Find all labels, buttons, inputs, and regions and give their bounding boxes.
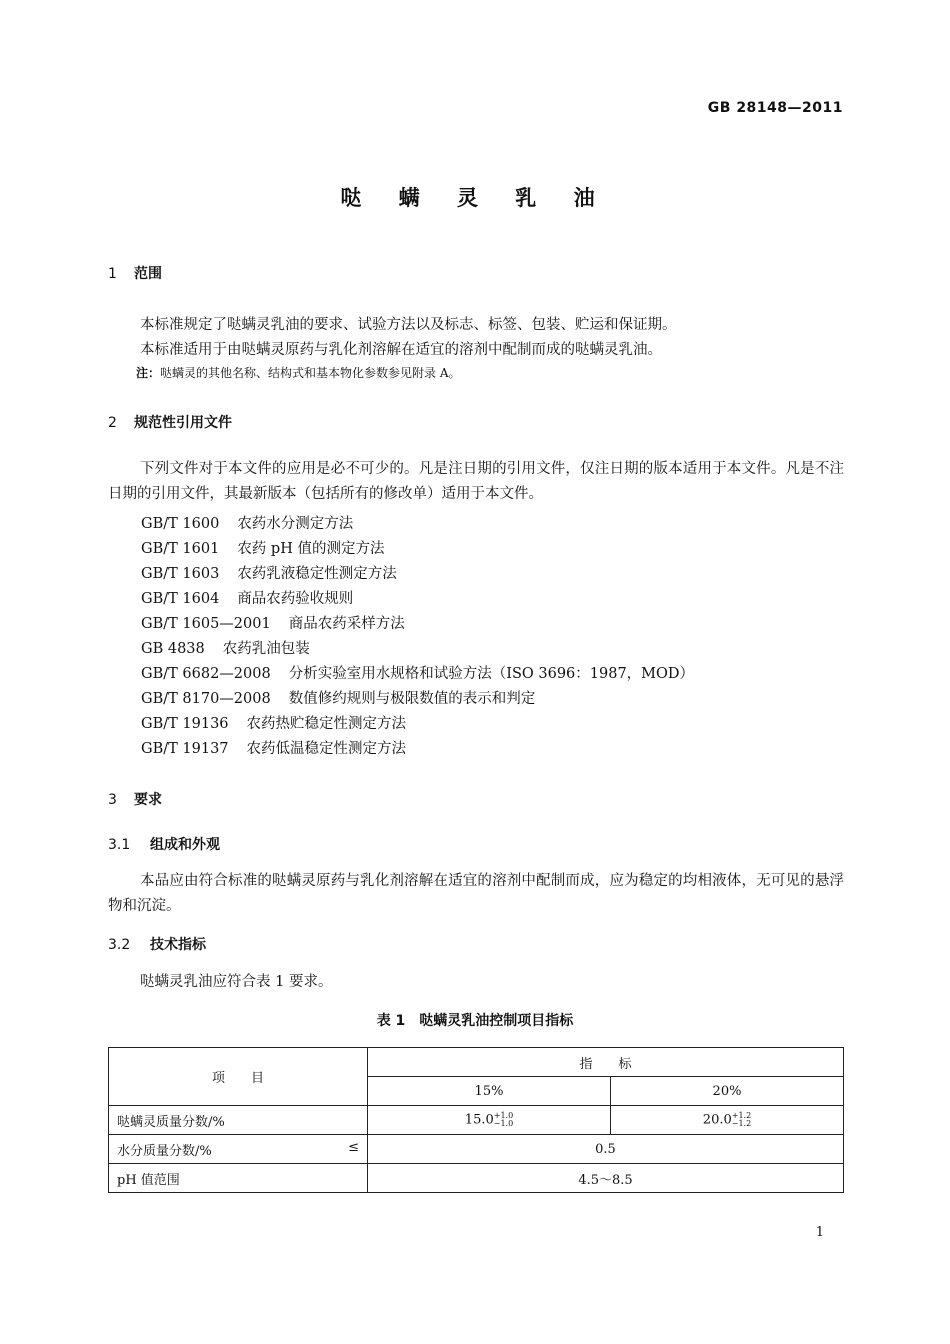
reference-code: GB/T 1605—2001: [141, 616, 271, 632]
scope-note: [136, 364, 461, 381]
reference-code: GB/T 1603: [141, 566, 220, 582]
note-label: 注：: [136, 366, 161, 380]
section-2-heading: [108, 412, 232, 432]
page-number: 1: [815, 1225, 824, 1240]
subsection-3-1-heading: [108, 834, 220, 854]
refs-intro: 下列文件对于本文件的应用是必不可少的。凡是注日期的引用文件，仅注日期的版本适用于本文件。凡是不注日期的引用文件，其最新版本（包括所有的修改单）适用于本文件。: [108, 461, 844, 502]
value-cell: [368, 1106, 611, 1135]
subsection-number: 3.2: [108, 937, 131, 953]
reference-item: [141, 562, 397, 583]
reference-title: 农药热贮稳定性测定方法: [246, 716, 407, 732]
reference-title: 农药低温稳定性测定方法: [246, 741, 407, 757]
value-cell: 4.5～8.5: [368, 1164, 844, 1193]
section-number: 2: [108, 415, 117, 431]
reference-item: [141, 537, 384, 558]
reference-title: 农药乳液稳定性测定方法: [237, 566, 397, 582]
reference-item: [141, 587, 353, 608]
section-number: 3: [108, 792, 117, 808]
reference-code: GB/T 1600: [141, 516, 220, 532]
table-row: [109, 1135, 844, 1164]
subsection-3-2-heading: [108, 934, 206, 954]
reference-title: 农药水分测定方法: [237, 516, 354, 532]
reference-item: [141, 612, 405, 633]
table-row: [109, 1106, 844, 1135]
row-label-text: 水分质量分数/%: [117, 1143, 212, 1159]
table-header-row: [109, 1048, 844, 1077]
scope-paragraph-2: 本标准适用于由哒螨灵原药与乳化剂溶解在适宜的溶剂中配制而成的哒螨灵乳油。: [140, 342, 662, 358]
reference-item: [141, 637, 310, 658]
subsection-title: 技术指标: [150, 937, 206, 953]
row-label-text: 哒螨灵质量分数/%: [117, 1114, 225, 1130]
reference-code: GB/T 8170—2008: [141, 691, 271, 707]
upper-tolerance: +1.0: [493, 1111, 514, 1120]
column-15-header: 15%: [368, 1077, 611, 1106]
reference-title: 商品农药采样方法: [288, 616, 405, 632]
lower-tolerance: −1.2: [731, 1119, 752, 1128]
value-text: 20.0: [702, 1112, 732, 1128]
value-cell: [611, 1106, 844, 1135]
note-text: 哒螨灵的其他名称、结构式和基本物化参数参见附录 A。: [160, 366, 461, 380]
column-20-header: 20%: [611, 1077, 844, 1106]
reference-code: GB/T 19136: [141, 716, 229, 732]
reference-item: [141, 662, 694, 683]
table-row: [109, 1164, 844, 1193]
lower-tolerance: −1.0: [493, 1119, 514, 1128]
reference-item: [141, 512, 353, 533]
table-caption: 表 1 哒螨灵乳油控制项目指标: [376, 1013, 574, 1029]
row-label: [109, 1135, 368, 1164]
reference-code: GB/T 6682—2008: [141, 666, 271, 682]
technical-index-paragraph: 哒螨灵乳油应符合表 1 要求。: [140, 974, 333, 990]
document-title: 哒 螨 灵 乳 油: [340, 186, 610, 210]
row-label: [109, 1106, 368, 1135]
section-number: 1: [108, 266, 117, 282]
reference-item: [141, 687, 535, 708]
reference-code: GB 4838: [141, 641, 205, 657]
subsection-number: 3.1: [108, 837, 131, 853]
reference-code: GB/T 1604: [141, 591, 220, 607]
reference-title: 农药 pH 值的测定方法: [237, 541, 385, 557]
section-title: 规范性引用文件: [134, 415, 232, 431]
value-cell: 0.5: [368, 1135, 844, 1164]
reference-title: 农药乳油包装: [222, 641, 310, 657]
composition-paragraph: 本品应由符合标准的哒螨灵原药与乳化剂溶解在适宜的溶剂中配制而成，应为稳定的均相液体，无可见的悬浮物和沉淀。: [108, 873, 844, 914]
subsection-title: 组成和外观: [150, 837, 220, 853]
section-1-heading: [108, 263, 162, 283]
reference-item: [141, 737, 406, 758]
limit-symbol: ≤: [348, 1139, 359, 1155]
row-label-text: pH 值范围: [117, 1172, 180, 1188]
reference-code: GB/T 19137: [141, 741, 229, 757]
specification-table: [108, 1047, 844, 1193]
upper-tolerance: +1.2: [731, 1111, 752, 1120]
reference-title: 分析实验室用水规格和试验方法（ISO 3696：1987，MOD）: [288, 666, 695, 682]
item-header: 项 目: [109, 1048, 368, 1106]
reference-code: GB/T 1601: [141, 541, 220, 557]
row-label: [109, 1164, 368, 1193]
reference-item: [141, 712, 406, 733]
value-text: 15.0: [464, 1112, 494, 1128]
standard-number: GB 28148—2011: [707, 100, 843, 116]
section-title: 范围: [134, 266, 162, 282]
reference-title: 数值修约规则与极限数值的表示和判定: [288, 691, 536, 707]
section-3-heading: [108, 789, 162, 809]
index-header: 指 标: [368, 1048, 844, 1077]
section-title: 要求: [134, 792, 162, 808]
reference-title: 商品农药验收规则: [237, 591, 354, 607]
scope-paragraph-1: 本标准规定了哒螨灵乳油的要求、试验方法以及标志、标签、包装、贮运和保证期。: [140, 317, 677, 333]
